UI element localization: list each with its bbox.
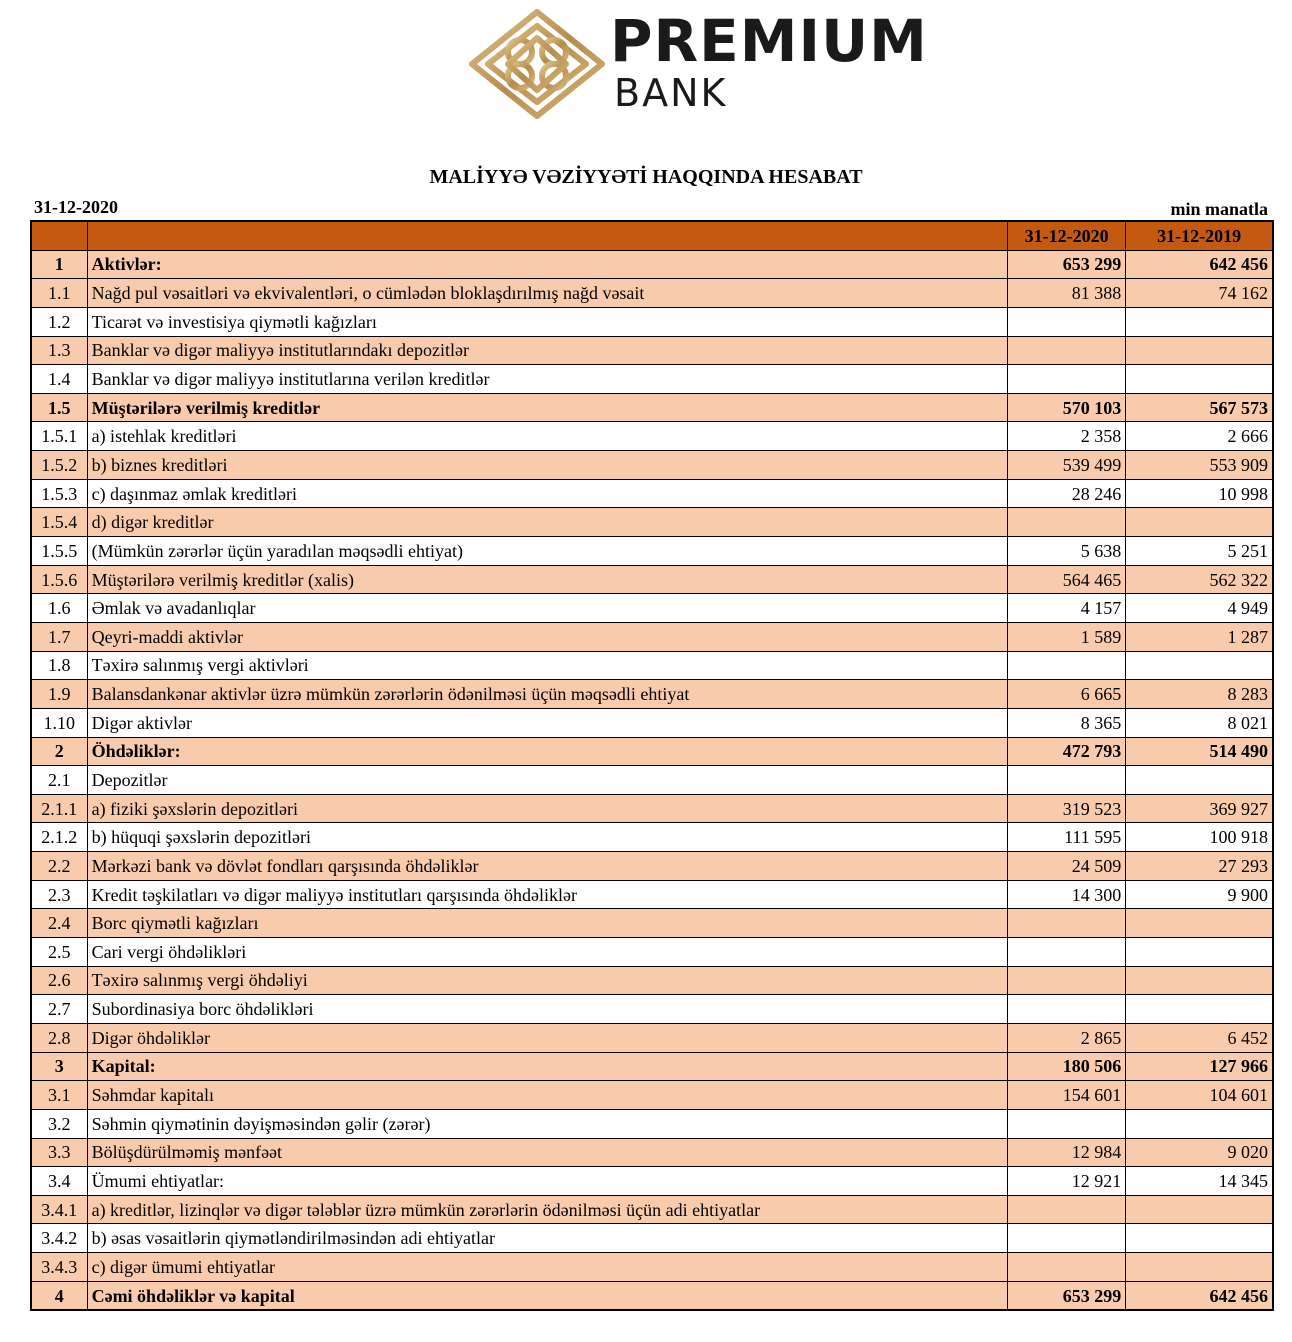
table-row <box>31 708 1273 737</box>
row-value-2019-cell: 9 020 <box>1126 1138 1273 1167</box>
row-number-cell: 2.5 <box>31 938 87 967</box>
table-row <box>31 307 1273 336</box>
table-row <box>31 250 1273 279</box>
row-value-2020-cell: 1 589 <box>1008 622 1126 651</box>
table-row <box>31 365 1273 394</box>
row-value-2020-cell: 12 921 <box>1008 1167 1126 1196</box>
table-row <box>31 451 1273 480</box>
row-value-2020-cell: 8 365 <box>1008 708 1126 737</box>
table-row <box>31 393 1273 422</box>
table-row <box>31 1081 1273 1110</box>
row-number-cell: 1.5.5 <box>31 537 87 566</box>
row-number-cell: 1.8 <box>31 651 87 680</box>
header-col-2020: 31-12-2020 <box>1008 221 1126 250</box>
row-value-2019-cell: 127 966 <box>1126 1052 1273 1081</box>
row-label-cell: Kapital: <box>87 1052 1007 1081</box>
row-value-2019-cell: 100 918 <box>1126 823 1273 852</box>
row-value-2019-cell: 74 162 <box>1126 279 1273 308</box>
row-number-cell: 1.4 <box>31 365 87 394</box>
row-value-2020-cell: 6 665 <box>1008 680 1126 709</box>
row-value-2019-cell: 642 456 <box>1126 1281 1273 1310</box>
row-number-cell: 1.5 <box>31 393 87 422</box>
row-label-cell: Kredit təşkilatları və digər maliyyə institutları qarşısında öhdəliklər <box>87 880 1007 909</box>
row-label-cell: Digər öhdəliklər <box>87 1023 1007 1052</box>
row-number-cell: 1.2 <box>31 307 87 336</box>
table-row <box>31 1281 1273 1310</box>
row-number-cell: 2.7 <box>31 995 87 1024</box>
table-row <box>31 823 1273 852</box>
row-label-cell: c) daşınmaz əmlak kreditləri <box>87 479 1007 508</box>
row-value-2020-cell <box>1008 966 1126 995</box>
row-value-2019-cell <box>1126 995 1273 1024</box>
row-value-2020-cell <box>1008 1109 1126 1138</box>
row-label-cell: Borc qiymətli kağızları <box>87 909 1007 938</box>
row-value-2020-cell <box>1008 365 1126 394</box>
row-value-2019-cell: 2 666 <box>1126 422 1273 451</box>
row-value-2019-cell: 8 021 <box>1126 708 1273 737</box>
header-num-cell <box>31 221 87 250</box>
row-value-2020-cell: 28 246 <box>1008 479 1126 508</box>
row-label-cell: c) digər ümumi ehtiyatlar <box>87 1253 1007 1282</box>
row-value-2019-cell: 642 456 <box>1126 250 1273 279</box>
row-label-cell: Səhmdar kapitalı <box>87 1081 1007 1110</box>
table-row <box>31 794 1273 823</box>
table-row <box>31 1138 1273 1167</box>
row-value-2019-cell <box>1126 508 1273 537</box>
balance-sheet-table <box>30 220 1274 1311</box>
row-number-cell: 3.4.2 <box>31 1224 87 1253</box>
table-row <box>31 909 1273 938</box>
row-value-2019-cell: 369 927 <box>1126 794 1273 823</box>
row-value-2019-cell: 5 251 <box>1126 537 1273 566</box>
row-label-cell: Depozitlər <box>87 766 1007 795</box>
table-row <box>31 852 1273 881</box>
row-value-2020-cell: 5 638 <box>1008 537 1126 566</box>
row-value-2019-cell: 553 909 <box>1126 451 1273 480</box>
row-label-cell: a) kreditlər, lizinqlər və digər tələblər üzrə mümkün zərərlərin ödənilməsi üçün adi ehtiyatlar <box>87 1195 1007 1224</box>
table-row <box>31 537 1273 566</box>
row-label-cell: Müştərilərə verilmiş kreditlər (xalis) <box>87 565 1007 594</box>
table-row <box>31 565 1273 594</box>
row-value-2019-cell: 27 293 <box>1126 852 1273 881</box>
row-number-cell: 1.7 <box>31 622 87 651</box>
row-number-cell: 1.5.3 <box>31 479 87 508</box>
row-number-cell: 1.5.1 <box>31 422 87 451</box>
row-label-cell: Mərkəzi bank və dövlət fondları qarşısında öhdəliklər <box>87 852 1007 881</box>
row-number-cell: 1.5.2 <box>31 451 87 480</box>
row-number-cell: 1.5.6 <box>31 565 87 594</box>
row-number-cell: 3.3 <box>31 1138 87 1167</box>
table-header-row <box>31 221 1273 250</box>
row-value-2020-cell <box>1008 766 1126 795</box>
row-number-cell: 3.1 <box>31 1081 87 1110</box>
row-label-cell: Təxirə salınmış vergi aktivləri <box>87 651 1007 680</box>
row-value-2019-cell: 14 345 <box>1126 1167 1273 1196</box>
row-value-2019-cell <box>1126 336 1273 365</box>
row-number-cell: 2.3 <box>31 880 87 909</box>
row-number-cell: 1.10 <box>31 708 87 737</box>
header-col-2019: 31-12-2019 <box>1126 221 1273 250</box>
row-label-cell: Cəmi öhdəliklər və kapital <box>87 1281 1007 1310</box>
table-row <box>31 1109 1273 1138</box>
row-value-2020-cell: 111 595 <box>1008 823 1126 852</box>
row-label-cell: Digər aktivlər <box>87 708 1007 737</box>
row-value-2019-cell: 1 287 <box>1126 622 1273 651</box>
table-row <box>31 479 1273 508</box>
row-value-2019-cell <box>1126 1253 1273 1282</box>
row-label-cell: b) biznes kreditləri <box>87 451 1007 480</box>
table-row <box>31 938 1273 967</box>
row-value-2019-cell: 9 900 <box>1126 880 1273 909</box>
row-value-2020-cell: 12 984 <box>1008 1138 1126 1167</box>
row-number-cell: 2.8 <box>31 1023 87 1052</box>
row-label-cell: Ticarət və investisiya qiymətli kağızları <box>87 307 1007 336</box>
row-number-cell: 2 <box>31 737 87 766</box>
row-label-cell: Subordinasiya borc öhdəlikləri <box>87 995 1007 1024</box>
row-number-cell: 1.9 <box>31 680 87 709</box>
row-value-2020-cell <box>1008 1195 1126 1224</box>
row-number-cell: 3.4.3 <box>31 1253 87 1282</box>
row-value-2019-cell: 514 490 <box>1126 737 1273 766</box>
row-label-cell: Balansdankənar aktivlər üzrə mümkün zərərlərin ödənilməsi üçün məqsədli ehtiyat <box>87 680 1007 709</box>
row-value-2019-cell: 10 998 <box>1126 479 1273 508</box>
row-number-cell: 3.4 <box>31 1167 87 1196</box>
row-value-2020-cell <box>1008 1224 1126 1253</box>
row-label-cell: Bölüşdürülməmiş mənfəət <box>87 1138 1007 1167</box>
bank-logo <box>468 8 978 120</box>
table-row <box>31 508 1273 537</box>
row-value-2020-cell: 2 865 <box>1008 1023 1126 1052</box>
row-value-2019-cell <box>1126 966 1273 995</box>
row-value-2020-cell <box>1008 336 1126 365</box>
row-value-2019-cell <box>1126 1109 1273 1138</box>
row-label-cell: Aktivlər: <box>87 250 1007 279</box>
row-label-cell: Banklar və digər maliyyə institutlarına verilən kreditlər <box>87 365 1007 394</box>
row-label-cell: Öhdəliklər: <box>87 737 1007 766</box>
row-value-2020-cell <box>1008 909 1126 938</box>
row-value-2020-cell: 14 300 <box>1008 880 1126 909</box>
table-row <box>31 995 1273 1024</box>
row-value-2020-cell: 2 358 <box>1008 422 1126 451</box>
celtic-knot-icon <box>468 8 606 120</box>
row-value-2019-cell <box>1126 651 1273 680</box>
row-value-2019-cell: 104 601 <box>1126 1081 1273 1110</box>
report-unit: min manatla <box>1170 199 1268 219</box>
row-value-2020-cell: 180 506 <box>1008 1052 1126 1081</box>
row-value-2019-cell: 4 949 <box>1126 594 1273 623</box>
row-label-cell: Təxirə salınmış vergi öhdəliyi <box>87 966 1007 995</box>
report-title: MALİYYƏ VƏZİYYƏTİ HAQQINDA HESABAT <box>429 166 863 188</box>
table-row <box>31 737 1273 766</box>
row-value-2020-cell: 81 388 <box>1008 279 1126 308</box>
row-value-2019-cell <box>1126 938 1273 967</box>
table-row <box>31 680 1273 709</box>
row-label-cell: b) hüquqi şəxslərin depozitləri <box>87 823 1007 852</box>
row-label-cell: (Mümkün zərərlər üçün yaradılan məqsədli ehtiyat) <box>87 537 1007 566</box>
row-label-cell: Müştərilərə verilmiş kreditlər <box>87 393 1007 422</box>
row-number-cell: 1.1 <box>31 279 87 308</box>
row-value-2020-cell: 539 499 <box>1008 451 1126 480</box>
table-row <box>31 1224 1273 1253</box>
row-number-cell: 2.4 <box>31 909 87 938</box>
row-label-cell: Nağd pul vəsaitləri və ekvivalentləri, o cümlədən bloklaşdırılmış nağd vəsait <box>87 279 1007 308</box>
row-value-2020-cell: 154 601 <box>1008 1081 1126 1110</box>
row-label-cell: d) digər kreditlər <box>87 508 1007 537</box>
row-value-2020-cell: 319 523 <box>1008 794 1126 823</box>
row-number-cell: 2.2 <box>31 852 87 881</box>
table-row <box>31 422 1273 451</box>
row-value-2020-cell: 653 299 <box>1008 250 1126 279</box>
report-date: 31-12-2020 <box>34 197 118 217</box>
row-value-2020-cell: 570 103 <box>1008 393 1126 422</box>
row-number-cell: 2.1.1 <box>31 794 87 823</box>
header-name-cell <box>87 221 1007 250</box>
row-value-2019-cell: 8 283 <box>1126 680 1273 709</box>
row-value-2020-cell: 564 465 <box>1008 565 1126 594</box>
row-value-2020-cell <box>1008 307 1126 336</box>
row-value-2019-cell <box>1126 909 1273 938</box>
row-label-cell: Ümumi ehtiyatlar: <box>87 1167 1007 1196</box>
row-value-2019-cell: 6 452 <box>1126 1023 1273 1052</box>
table-row <box>31 766 1273 795</box>
row-value-2020-cell <box>1008 995 1126 1024</box>
row-number-cell: 3.4.1 <box>31 1195 87 1224</box>
row-label-cell: Banklar və digər maliyyə institutlarındakı depozitlər <box>87 336 1007 365</box>
row-number-cell: 3 <box>31 1052 87 1081</box>
row-number-cell: 2.6 <box>31 966 87 995</box>
table-row <box>31 1167 1273 1196</box>
row-label-cell: Cari vergi öhdəlikləri <box>87 938 1007 967</box>
row-number-cell: 1.5.4 <box>31 508 87 537</box>
row-label-cell: Əmlak və avadanlıqlar <box>87 594 1007 623</box>
row-label-cell: b) əsas vəsaitlərin qiymətləndirilməsindən adi ehtiyatlar <box>87 1224 1007 1253</box>
row-value-2019-cell <box>1126 307 1273 336</box>
table-row <box>31 336 1273 365</box>
row-number-cell: 3.2 <box>31 1109 87 1138</box>
row-label-cell: a) istehlak kreditləri <box>87 422 1007 451</box>
row-value-2020-cell: 4 157 <box>1008 594 1126 623</box>
row-number-cell: 2.1 <box>31 766 87 795</box>
table-row <box>31 279 1273 308</box>
row-value-2019-cell: 562 322 <box>1126 565 1273 594</box>
table-row <box>31 651 1273 680</box>
row-number-cell: 4 <box>31 1281 87 1310</box>
row-number-cell: 2.1.2 <box>31 823 87 852</box>
row-value-2019-cell <box>1126 1195 1273 1224</box>
row-number-cell: 1 <box>31 250 87 279</box>
row-value-2020-cell: 653 299 <box>1008 1281 1126 1310</box>
table-row <box>31 966 1273 995</box>
row-value-2019-cell <box>1126 365 1273 394</box>
row-value-2020-cell <box>1008 1253 1126 1282</box>
table-row <box>31 594 1273 623</box>
row-number-cell: 1.3 <box>31 336 87 365</box>
table-row <box>31 1023 1273 1052</box>
row-value-2019-cell <box>1126 1224 1273 1253</box>
row-value-2019-cell <box>1126 766 1273 795</box>
row-label-cell: a) fiziki şəxslərin depozitləri <box>87 794 1007 823</box>
row-label-cell: Qeyri-maddi aktivlər <box>87 622 1007 651</box>
row-value-2020-cell <box>1008 508 1126 537</box>
row-number-cell: 1.6 <box>31 594 87 623</box>
row-value-2020-cell <box>1008 938 1126 967</box>
row-value-2020-cell: 472 793 <box>1008 737 1126 766</box>
table-row <box>31 1195 1273 1224</box>
table-row <box>31 1253 1273 1282</box>
table-row <box>31 622 1273 651</box>
row-label-cell: Səhmin qiymətinin dəyişməsindən gəlir (zərər) <box>87 1109 1007 1138</box>
brand-name: PREMIUM <box>610 7 928 75</box>
table-row <box>31 880 1273 909</box>
table-row <box>31 1052 1273 1081</box>
row-value-2020-cell: 24 509 <box>1008 852 1126 881</box>
row-value-2019-cell: 567 573 <box>1126 393 1273 422</box>
brand-subtitle: BANK <box>614 71 728 115</box>
row-value-2020-cell <box>1008 651 1126 680</box>
